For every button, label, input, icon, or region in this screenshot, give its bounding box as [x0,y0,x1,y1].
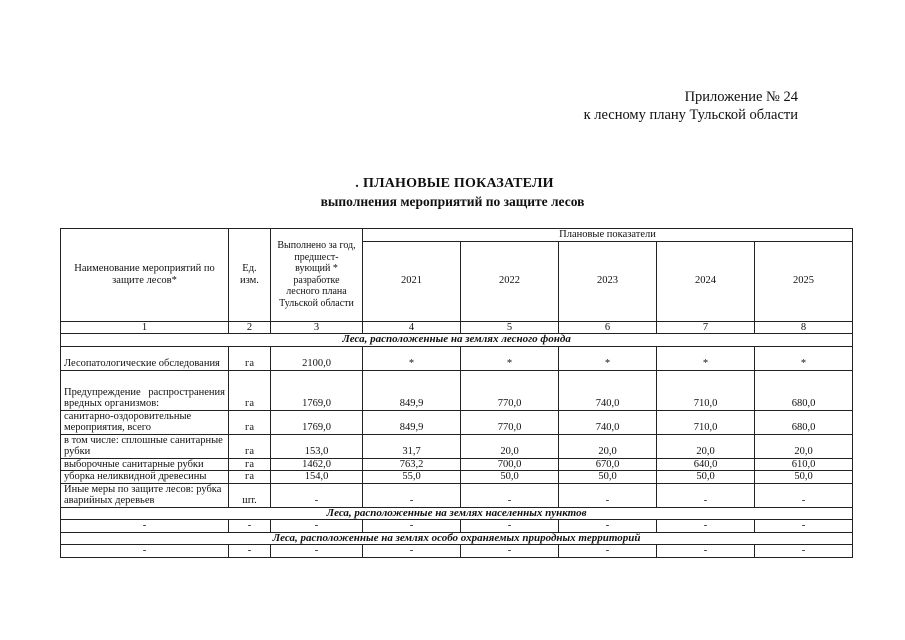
row-value: 50,0 [755,471,853,484]
col-number: 4 [363,321,461,334]
row-name: Лесопатологические обследования [61,346,229,370]
row-value: 31,7 [363,434,461,458]
table-row [61,346,853,370]
table-row [61,520,853,533]
appendix-reference: к лесному плану Тульской области [583,107,798,123]
row-cell: - [657,520,755,533]
row-value: - [755,483,853,507]
row-value: 763,2 [363,458,461,471]
row-value: 710,0 [657,410,755,434]
row-value: 20,0 [461,434,559,458]
row-value: 50,0 [559,471,657,484]
row-unit: га [229,458,271,471]
row-value: * [755,346,853,370]
header-year-2025: 2025 [755,241,853,321]
row-value: 680,0 [755,410,853,434]
col-number: 6 [559,321,657,334]
row-value: 740,0 [559,370,657,410]
row-value: - [657,483,755,507]
row-unit: га [229,370,271,410]
row-cell: - [61,520,229,533]
header-year-2023: 2023 [559,241,657,321]
row-unit: шт. [229,483,271,507]
row-value: - [363,483,461,507]
row-value: 50,0 [461,471,559,484]
row-value: 640,0 [657,458,755,471]
row-done: 2100,0 [271,346,363,370]
row-cell: - [229,520,271,533]
header-year-2022: 2022 [461,241,559,321]
table-row [61,458,853,471]
row-unit: га [229,346,271,370]
row-cell: - [229,545,271,558]
row-value: 770,0 [461,370,559,410]
row-cell: - [61,545,229,558]
row-value: 849,9 [363,370,461,410]
row-value: 770,0 [461,410,559,434]
document-title [0,176,905,192]
row-value: * [657,346,755,370]
row-value: 670,0 [559,458,657,471]
row-value: * [461,346,559,370]
row-cell: - [755,545,853,558]
row-value: * [559,346,657,370]
row-value: 849,9 [363,410,461,434]
row-cell: - [363,520,461,533]
title-dot: . [355,176,359,191]
appendix-header [584,88,798,124]
row-name: выборочные санитарные рубки [61,458,229,471]
row-value: - [461,483,559,507]
header-year-2024: 2024 [657,241,755,321]
row-name: в том числе: сплошные санитарные рубки [61,434,229,458]
appendix-number: Приложение № 24 [684,89,798,105]
section-settlements: Леса, расположенные на землях населенных пунктов [61,507,853,520]
row-value: 700,0 [461,458,559,471]
row-name: Предупреждение распространения вредных организмов: [61,370,229,410]
row-name: уборка неликвидной древесины [61,471,229,484]
row-done: 1769,0 [271,410,363,434]
row-value: 710,0 [657,370,755,410]
table-row [61,545,853,558]
row-value: - [559,483,657,507]
indicators-table [60,228,853,558]
section-protected-areas: Леса, расположенные на землях особо охраняемых природных территорий [61,532,853,545]
row-name: санитарно-оздоровительные мероприятия, всего [61,410,229,434]
row-name: Иные меры по защите лесов: рубка аварийных деревьев [61,483,229,507]
row-unit: га [229,434,271,458]
row-value: 610,0 [755,458,853,471]
header-name: Наименование мероприятий по защите лесов* [61,229,229,322]
row-cell: - [461,520,559,533]
row-value: 55,0 [363,471,461,484]
header-planned: Плановые показатели [363,229,853,242]
row-cell: - [461,545,559,558]
column-numbers-row [61,321,853,334]
row-cell: - [559,520,657,533]
row-done: 154,0 [271,471,363,484]
header-done: Выполнено за год, предшест- вующий * разработке лесного плана Тульской области [271,229,363,322]
row-value: 680,0 [755,370,853,410]
col-number: 2 [229,321,271,334]
table-row [61,434,853,458]
row-value: 740,0 [559,410,657,434]
title-main: ПЛАНОВЫЕ ПОКАЗАТЕЛИ [362,176,554,191]
table-row [61,471,853,484]
section-forest-fund: Леса, расположенные на землях лесного фонда [61,334,853,347]
col-number: 7 [657,321,755,334]
row-cell: - [271,520,363,533]
col-number: 5 [461,321,559,334]
row-done: 1462,0 [271,458,363,471]
col-number: 8 [755,321,853,334]
row-done: 153,0 [271,434,363,458]
row-value: 20,0 [657,434,755,458]
row-cell: - [657,545,755,558]
row-done: 1769,0 [271,370,363,410]
row-unit: га [229,471,271,484]
table-row [61,410,853,434]
row-unit: га [229,410,271,434]
row-value: 20,0 [559,434,657,458]
row-cell: - [755,520,853,533]
row-value: * [363,346,461,370]
table-row [61,370,853,410]
header-year-2021: 2021 [363,241,461,321]
col-number: 1 [61,321,229,334]
table-row [61,483,853,507]
document-subtitle: выполнения мероприятий по защите лесов [320,194,585,209]
row-cell: - [559,545,657,558]
row-value: 50,0 [657,471,755,484]
col-number: 3 [271,321,363,334]
row-cell: - [363,545,461,558]
row-value: 20,0 [755,434,853,458]
row-done: - [271,483,363,507]
row-cell: - [271,545,363,558]
header-unit: Ед. изм. [229,229,271,322]
